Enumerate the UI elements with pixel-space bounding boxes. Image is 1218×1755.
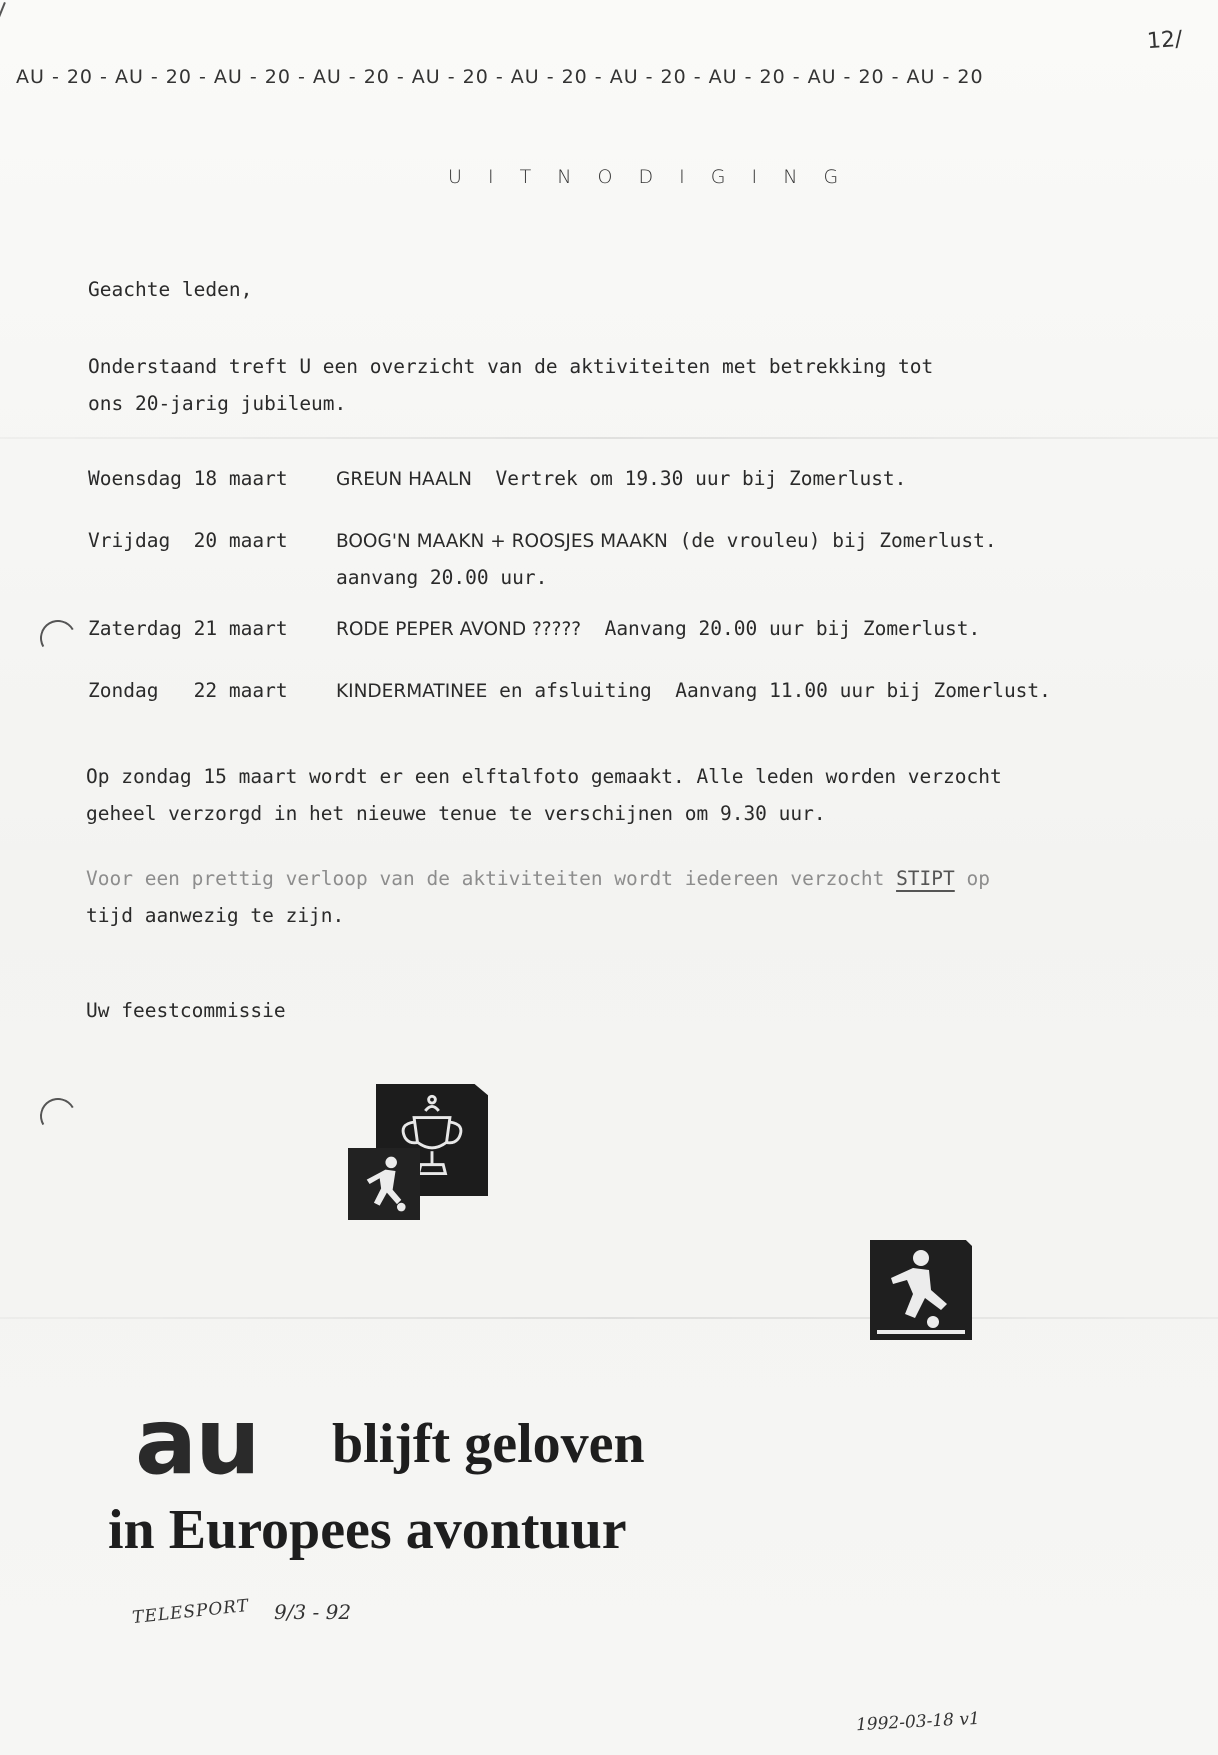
page-number: 12/ — [1145, 26, 1183, 55]
football-player-icon-graphic — [348, 1148, 420, 1220]
schedule-detail: (de vrouleu) bij Zomerlust. — [679, 529, 997, 552]
brand-logo: au — [135, 1388, 259, 1495]
schedule-day: Zaterdag 21 maart — [88, 617, 288, 640]
schedule-day: Vrijdag 20 maart — [88, 529, 288, 552]
schedule-detail: Aanvang 20.00 uur bij Zomerlust. — [604, 617, 981, 640]
schedule-event: BOOG'N MAAKN + ROOSJES MAAKN — [336, 531, 668, 552]
punctuality-text: op — [954, 867, 990, 890]
header-band: AU - 20 - AU - 20 - AU - 20 - AU - 20 - AU - 20 - AU - 20 - AU - 20 - AU - 20 - AU - 20 - AU - 20 — [16, 66, 984, 88]
schedule-event: RODE PEPER AVOND ????? — [336, 619, 582, 640]
punctuality-text: Voor een prettig verloop van de aktiviteiten wordt iedereen verzocht — [86, 867, 897, 890]
schedule-description — [336, 522, 997, 560]
schedule-day: Zondag 22 maart — [88, 679, 288, 702]
intro-line: ons 20-jarig jubileum. — [88, 392, 347, 415]
schedule-detail: en afsluiting Aanvang 11.00 uur bij Zomerlust. — [499, 679, 1051, 702]
source-note: TELESPORT — [131, 1595, 251, 1629]
archive-stamp: 1992-03-18 v1 — [855, 1708, 981, 1736]
paper-fold — [0, 1317, 1218, 1319]
photo-note-line: geheel verzorgd in het nieuwe tenue te verschijnen om 9.30 uur. — [86, 802, 826, 825]
schedule-event: GREUN HAALN — [336, 469, 473, 490]
football-player-icon — [870, 1240, 972, 1340]
signoff: Uw feestcommissie — [86, 999, 286, 1022]
invitation-title: U I T N O D I G I N G — [448, 166, 849, 188]
schedule-description — [336, 610, 980, 648]
greeting: Geachte leden, — [88, 278, 253, 301]
intro-line: Onderstaand treft U een overzicht van de aktiviteiten met betrekking tot — [88, 355, 934, 378]
headline-line: blijft geloven — [332, 1413, 645, 1475]
punctuality-note — [86, 860, 1186, 934]
headline-line: in Europees avontuur — [108, 1499, 627, 1561]
schedule-description — [336, 672, 1051, 710]
football-player-icon-graphic — [870, 1240, 972, 1340]
schedule-event: KINDERMATINEE — [336, 681, 488, 702]
football-player-icon — [348, 1148, 420, 1220]
punctuality-line — [86, 860, 1186, 897]
schedule-detail: Vertrek om 19.30 uur bij Zomerlust. — [495, 467, 907, 490]
intro-paragraph — [88, 348, 1138, 422]
stipt-emphasis: STIPT — [896, 867, 955, 890]
paper-fold — [0, 437, 1218, 439]
schedule-description — [336, 460, 906, 498]
team-photo-note — [86, 758, 1186, 832]
photo-note-line: Op zondag 15 maart wordt er een elftalfoto gemaakt. Alle leden worden verzocht — [86, 765, 1002, 788]
punctuality-line: tijd aanwezig te zijn. — [86, 904, 345, 927]
schedule-continuation: aanvang 20.00 uur. — [336, 566, 548, 589]
source-date: 9/3 - 92 — [274, 1600, 352, 1624]
schedule-day: Woensdag 18 maart — [88, 467, 288, 490]
